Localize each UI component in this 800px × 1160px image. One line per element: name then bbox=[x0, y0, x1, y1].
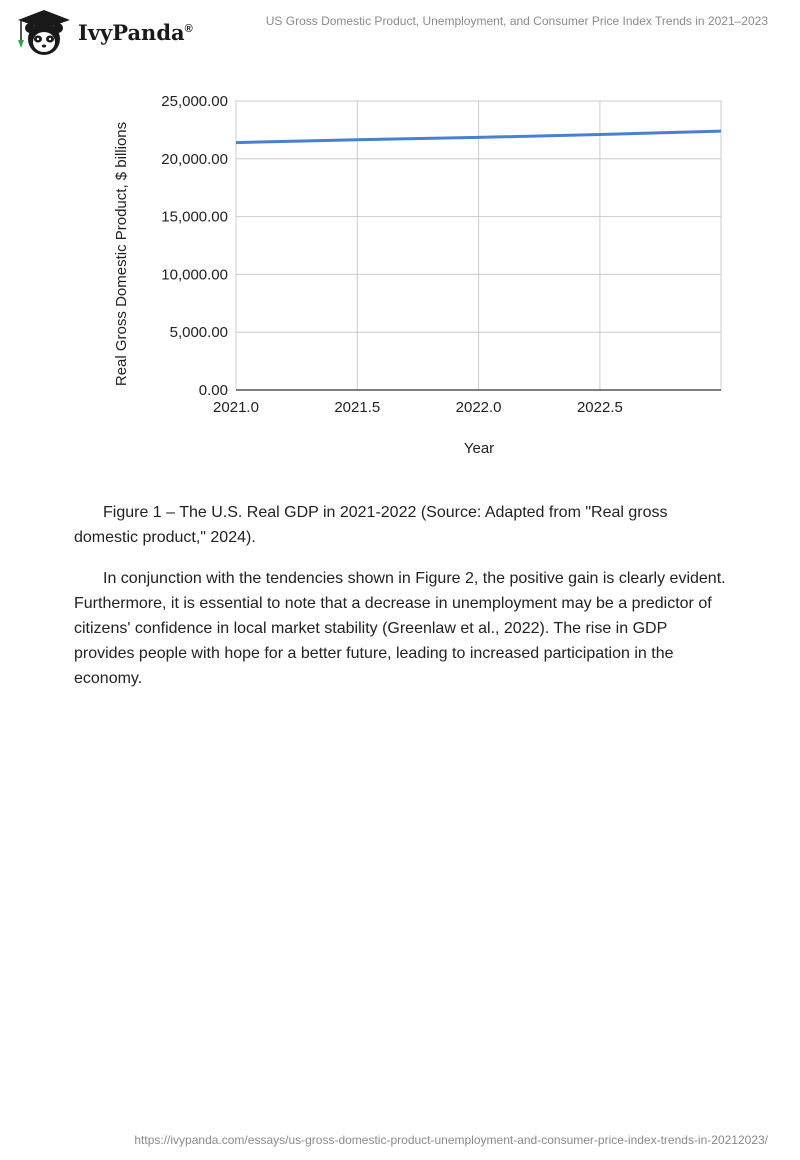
y-tick-label: 20,000.00 bbox=[161, 150, 228, 168]
y-tick-label: 25,000.00 bbox=[161, 93, 228, 110]
x-tick-label: 2022.0 bbox=[455, 399, 502, 416]
y-tick-label: 10,000.00 bbox=[161, 266, 228, 284]
figure-caption: Figure 1 – The U.S. Real GDP in 2021-2022 (Source: Adapted from "Real gross domestic product," 2024). bbox=[74, 504, 668, 546]
y-tick-label: 5,000.00 bbox=[169, 324, 228, 342]
page-header bbox=[0, 0, 800, 60]
x-tick-label: 2021.5 bbox=[334, 399, 381, 416]
y-tick-label: 0.00 bbox=[198, 382, 228, 399]
y-tick-label: 15,000.00 bbox=[161, 208, 228, 226]
y-axis-title: Real Gross Domestic Product, $ billions bbox=[113, 121, 130, 387]
brand-name[interactable]: IvyPanda® bbox=[78, 20, 193, 45]
panda-graduate-icon[interactable] bbox=[14, 8, 74, 58]
x-tick-label: 2022.5 bbox=[576, 399, 623, 416]
source-url[interactable]: https://ivypanda.com/essays/us-gross-domestic-product-unemployment-and-consumer-price-index-trends-in-20212023/ bbox=[134, 1133, 768, 1147]
gdp-line-chart bbox=[0, 80, 800, 480]
body-paragraph: In conjunction with the tendencies shown in Figure 2, the positive gain is clearly evident. Furthermore, it is essential to note that a decrease in unemployment may be a predictor of citizens' confidence in local market stability (Greenlaw et al., 2022). The rise in GDP provides people with hope for a better future, leading to increased participation in the economy. bbox=[74, 570, 726, 687]
x-tick-label: 2021.0 bbox=[213, 399, 259, 416]
document-title: US Gross Domestic Product, Unemployment, and Consumer Price Index Trends in 2021–2023 bbox=[265, 14, 768, 28]
x-axis-title: Year bbox=[463, 440, 495, 457]
